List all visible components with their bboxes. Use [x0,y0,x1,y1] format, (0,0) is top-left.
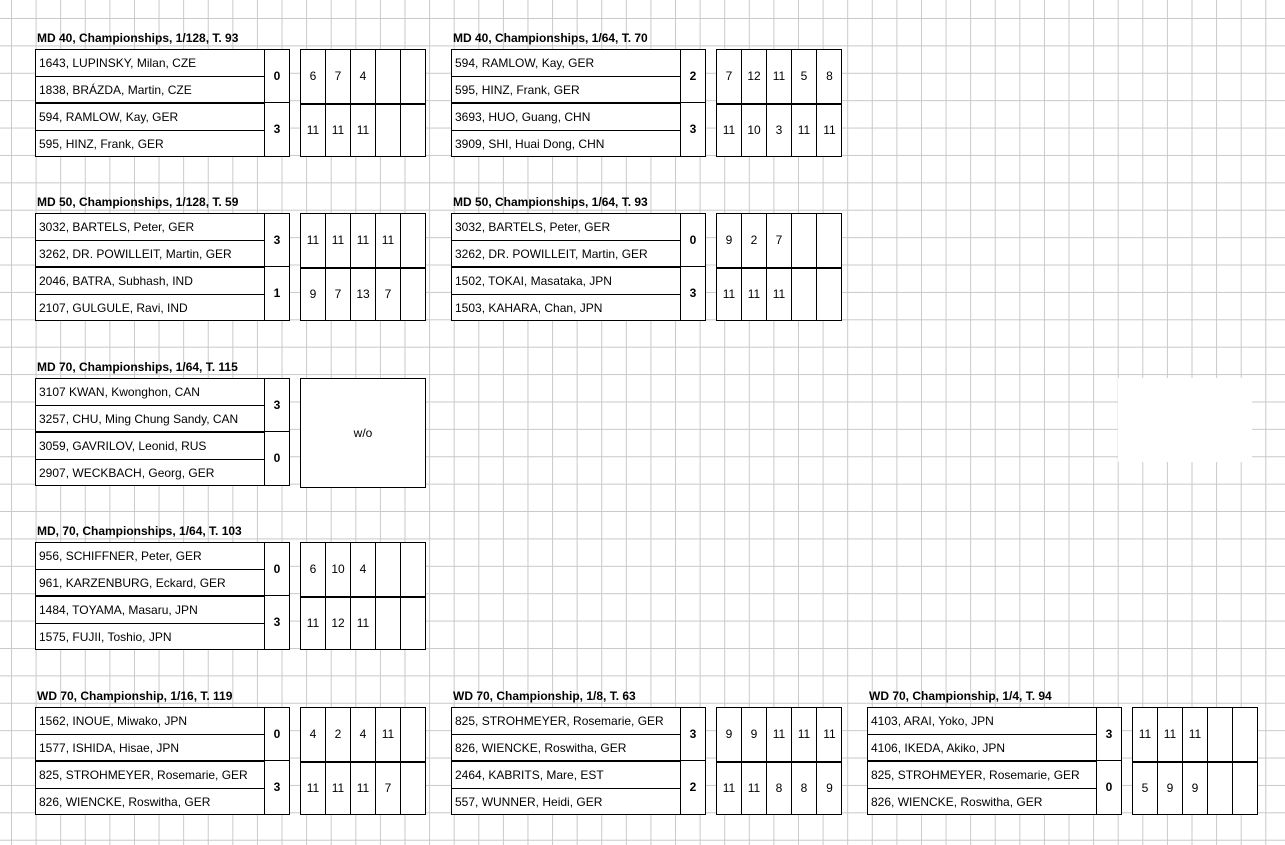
team1-games-row [301,214,425,269]
match-title: MD 50, Championships, 1/128, T. 59 [37,195,239,209]
match-title: WD 70, Championship, 1/16, T. 119 [37,689,233,703]
game-score: 11 [326,214,351,267]
game-score: 11 [1133,708,1158,761]
game-score: 11 [823,123,836,137]
players-box [35,707,288,815]
players-box [451,213,704,321]
game-score: 11 [351,762,376,815]
team2-games-row [301,268,425,321]
team2-score: 2 [680,760,706,815]
game-scores [1132,707,1258,815]
player-name: 825, STROHMEYER, Rosemarie, GER [36,762,287,789]
player-name: 3059, GAVRILOV, Leonid, RUS [36,433,287,460]
game-score: 11 [351,214,376,267]
game-score: 11 [717,104,742,157]
game-score [1208,762,1233,815]
player-name: 594, RAMLOW, Kay, GER [36,104,287,131]
game-score: 7 [376,762,401,815]
game-score: 5 [792,50,817,103]
game-score: 11 [767,50,792,103]
game-score: 8 [767,762,792,815]
game-score [817,214,842,267]
team2-score: 3 [264,595,290,650]
game-score: 6 [301,543,326,596]
game-score [401,543,426,596]
game-score: 9 [742,708,767,761]
player-name: 3693, HUO, Guang, CHN [452,104,703,131]
game-score: 9 [1183,762,1208,815]
game-score [376,597,401,650]
walkover-box: w/o [300,378,426,488]
game-score [1208,708,1233,761]
game-score: 11 [301,762,326,815]
game-score: 9 [826,781,833,795]
match-title: MD 70, Championships, 1/64, T. 115 [37,360,238,374]
player-name: 3107 KWAN, Kwonghon, CAN [36,379,287,406]
team1-games-row [717,708,841,763]
player-name: 825, STROHMEYER, Rosemarie, GER [452,708,703,735]
game-score: 7 [326,50,351,103]
player-name: 3032, BARTELS, Peter, GER [36,214,287,241]
game-score [376,50,401,103]
team2-games-row [1133,762,1257,815]
game-score: 11 [792,708,817,761]
team1-score: 3 [680,707,706,762]
game-score: 9 [717,214,742,267]
game-score: 11 [326,104,351,157]
game-score: 11 [351,597,376,650]
game-score: 11 [792,104,817,157]
game-score [376,543,401,596]
game-score: 11 [717,762,742,815]
player-name: 2464, KABRITS, Mare, EST [452,762,703,789]
player-name: 3032, BARTELS, Peter, GER [452,214,703,241]
match-title: WD 70, Championship, 1/8, T. 63 [453,689,636,703]
game-score [792,214,817,267]
game-score: 9 [1158,762,1183,815]
game-score: 7 [767,214,792,267]
team2-score: 3 [264,102,290,157]
blank-area [1118,378,1252,462]
game-score: 12 [742,50,767,103]
player-name: 1484, TOYAMA, Masaru, JPN [36,597,287,624]
player-name: 1503, KAHARA, Chan, JPN [455,301,603,315]
game-score: 11 [742,268,767,321]
player-name: 1838, BRÁZDA, Martin, CZE [36,77,287,104]
game-score [817,268,842,321]
players-box [867,707,1120,815]
match-title: MD 40, Championships, 1/64, T. 70 [453,31,648,45]
game-scores [300,707,426,815]
player-name: 3262, DR. POWILLEIT, Martin, GER [452,241,703,268]
game-score: 7 [717,50,742,103]
team1-score: 3 [264,213,290,268]
game-score: 11 [376,214,401,267]
game-scores [300,49,426,157]
team2-score: 0 [1096,760,1122,815]
game-score [401,708,426,761]
match-title: WD 70, Championship, 1/4, T. 94 [869,689,1052,703]
game-score: 11 [1183,708,1208,761]
team1-score: 3 [264,378,290,433]
player-name: 826, WIENCKE, Roswitha, GER [871,795,1043,809]
player-name: 825, STROHMEYER, Rosemarie, GER [868,762,1119,789]
game-score: 13 [351,268,376,321]
team2-score: 0 [264,431,290,486]
team2-games-row [717,268,841,321]
team1-games-row [717,50,841,105]
player-name: 3262, DR. POWILLEIT, Martin, GER [36,241,287,268]
game-score: 11 [376,708,401,761]
game-score: 8 [826,69,833,83]
player-name: 1577, ISHIDA, Hisae, JPN [36,735,287,762]
team1-games-row [717,214,841,269]
player-name: 1502, TOKAI, Masataka, JPN [452,268,703,295]
players-box [35,49,288,157]
game-score: 11 [823,727,836,741]
player-name: 1575, FUJII, Toshio, JPN [39,630,172,644]
player-name: 2907, WECKBACH, Georg, GER [39,466,215,480]
game-score: 11 [301,104,326,157]
player-name: 595, HINZ, Frank, GER [452,77,703,104]
game-score [376,104,401,157]
game-score: 11 [717,268,742,321]
player-name: 594, RAMLOW, Kay, GER [452,50,703,77]
team1-games-row [301,708,425,763]
game-score: 4 [351,708,376,761]
player-name: 961, KARZENBURG, Eckard, GER [36,570,287,597]
team1-score: 2 [680,49,706,104]
game-scores [300,542,426,650]
game-score: 8 [792,762,817,815]
player-name: 1643, LUPINSKY, Milan, CZE [36,50,287,77]
game-score: 9 [717,708,742,761]
team2-score: 1 [264,266,290,321]
player-name: 826, WIENCKE, Roswitha, GER [452,735,703,762]
game-score [401,104,426,157]
game-scores [300,213,426,321]
team2-games-row [717,762,841,815]
game-score: 11 [767,708,792,761]
match-title: MD 50, Championships, 1/64, T. 93 [453,195,648,209]
game-score: 10 [326,543,351,596]
team1-games-row [301,50,425,105]
game-score [401,214,426,267]
game-score [401,597,426,650]
game-score: 9 [301,268,326,321]
match-title: MD 40, Championships, 1/128, T. 93 [37,31,239,45]
game-score: 4 [351,50,376,103]
players-box [35,213,288,321]
team1-score: 0 [264,49,290,104]
team2-games-row [301,597,425,650]
player-name: 595, HINZ, Frank, GER [39,137,164,151]
player-name: 1562, INOUE, Miwako, JPN [36,708,287,735]
player-name: 956, SCHIFFNER, Peter, GER [36,543,287,570]
players-box [451,707,704,815]
game-score [792,268,817,321]
game-score [1233,708,1258,761]
player-name: 4106, IKEDA, Akiko, JPN [868,735,1119,762]
team2-score: 3 [680,266,706,321]
team2-games-row [301,762,425,815]
players-box [451,49,704,157]
team2-score: 3 [264,760,290,815]
player-name: 826, WIENCKE, Roswitha, GER [39,795,211,809]
player-name: 2107, GULGULE, Ravi, IND [39,301,188,315]
game-score: 2 [742,214,767,267]
game-score: 2 [326,708,351,761]
game-score: 10 [742,104,767,157]
player-name: 4103, ARAI, Yoko, JPN [868,708,1119,735]
team1-score: 3 [1096,707,1122,762]
team1-games-row [1133,708,1257,763]
game-score: 11 [326,762,351,815]
game-score: 4 [351,543,376,596]
game-score: 12 [326,597,351,650]
game-scores [716,213,842,321]
players-box [35,542,288,650]
player-name: 557, WUNNER, Heidi, GER [455,795,603,809]
game-score: 11 [1158,708,1183,761]
game-score: 7 [326,268,351,321]
game-score: 11 [351,104,376,157]
game-score: 11 [301,214,326,267]
game-score [1233,762,1258,815]
match-title: MD, 70, Championships, 1/64, T. 103 [37,524,242,538]
game-score: 11 [742,762,767,815]
game-score: 11 [767,268,792,321]
player-name: 3909, SHI, Huai Dong, CHN [455,137,605,151]
team1-games-row [301,543,425,598]
game-score: 11 [301,597,326,650]
game-score: 5 [1133,762,1158,815]
player-name: 3257, CHU, Ming Chung Sandy, CAN [36,406,287,433]
team2-games-row [717,104,841,157]
team1-score: 0 [680,213,706,268]
team1-score: 0 [264,707,290,762]
team1-score: 0 [264,542,290,597]
game-score: 6 [301,50,326,103]
game-score [401,268,426,321]
game-scores [716,707,842,815]
game-score: 7 [376,268,401,321]
game-scores [716,49,842,157]
game-score: 3 [767,104,792,157]
game-score [401,50,426,103]
team2-score: 3 [680,102,706,157]
players-box [35,378,288,486]
game-score: 4 [301,708,326,761]
game-score [401,762,426,815]
team2-games-row [301,104,425,157]
player-name: 2046, BATRA, Subhash, IND [36,268,287,295]
